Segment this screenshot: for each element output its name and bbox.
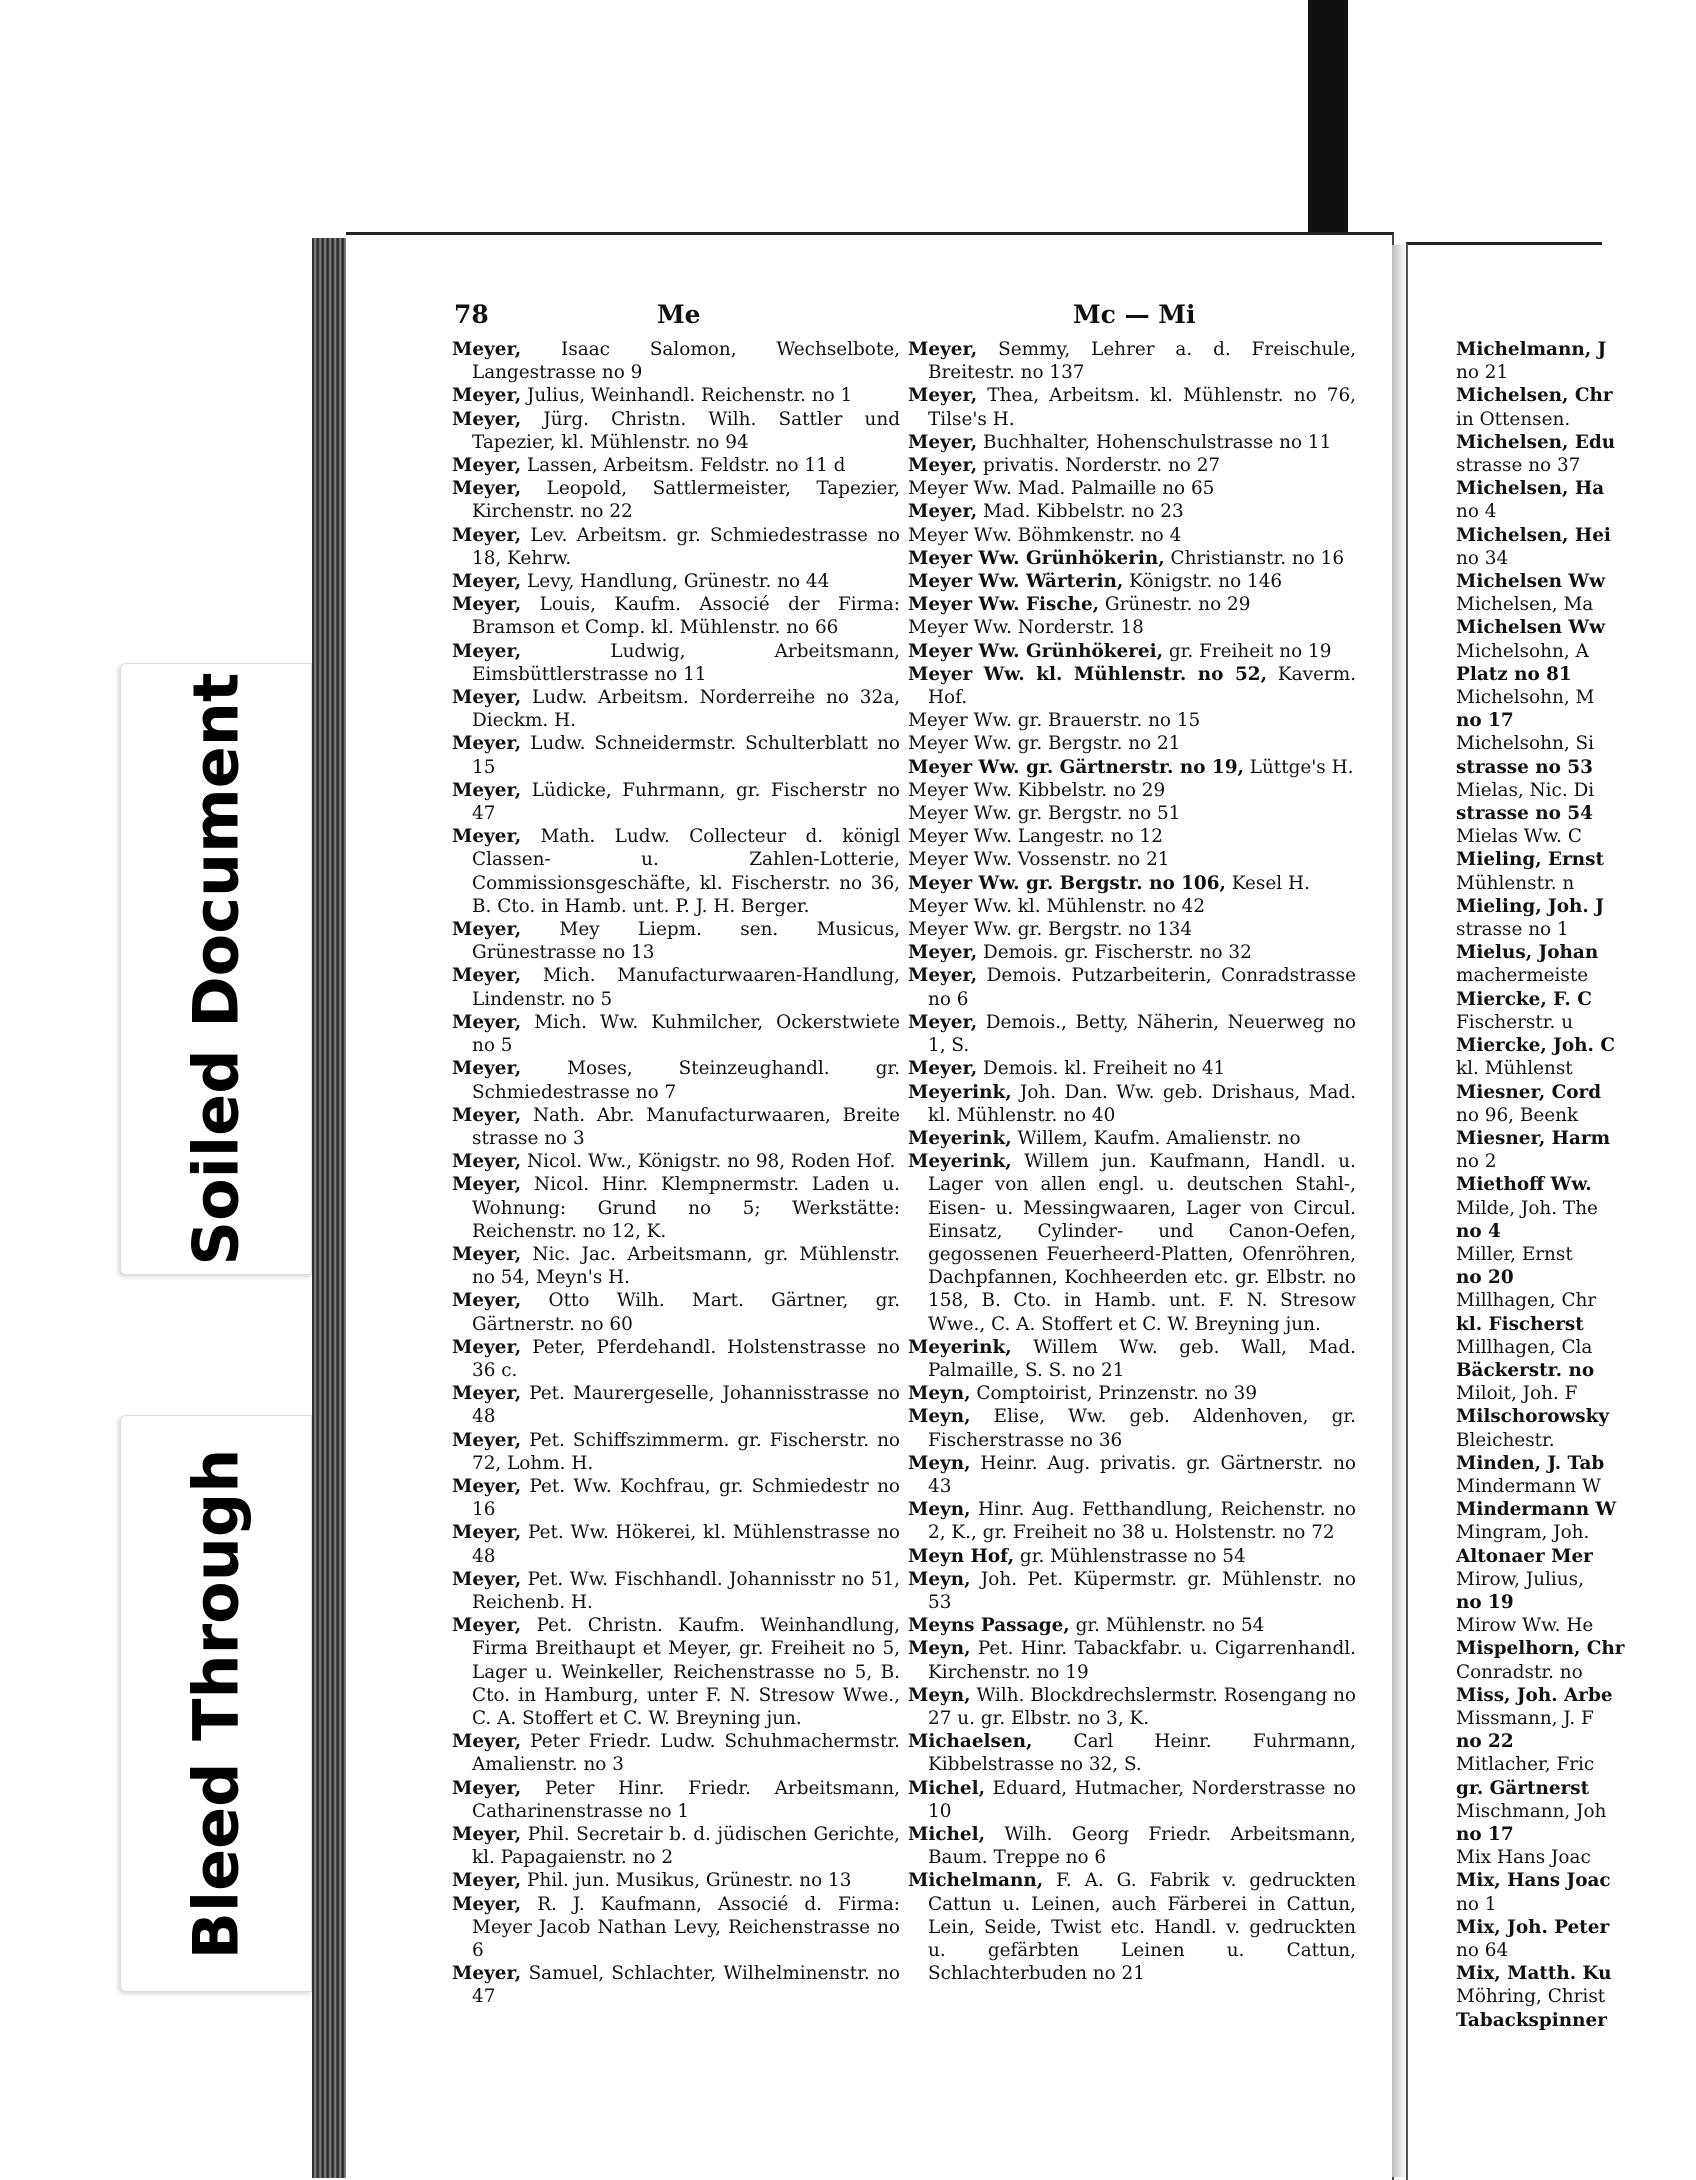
directory-entry: Meyer, Lev. Arbeitsm. gr. Schmiedestrasse no 18, Kehrw. — [452, 524, 900, 569]
directory-entry: Meyerink, Willem jun. Kaufmann, Handl. u. Lager von allen engl. u. deutschen Stahl-, Eisen- u. Messingwaaren, Lager von Circul. Einsatz, Cylinder- und Canon-Oefen, gegossenen Feuerheerd-Platten, Ofenröhren, Dachpfannen, Kochheerden etc. gr. Elbstr. no 158, B. Cto. in Hamb. unt. F. N. Stresow Wwe., C. A. Stoffert et C. W. Breyning jun. — [908, 1151, 1356, 1335]
next-page-line: no 17 — [1456, 710, 1514, 732]
bleed-through-tab[interactable] — [120, 1415, 312, 1992]
directory-entry: Meyer, Ludw. Arbeitsm. Norderreihe no 32a, Dieckm. H. — [452, 687, 900, 732]
directory-entry: Meyer, Thea, Arbeitsm. kl. Mühlenstr. no 76, Tilse's H. — [908, 385, 1356, 430]
directory-entry: Meyer, Otto Wilh. Mart. Gärtner, gr. Gärtnerstr. no 60 — [452, 1290, 900, 1335]
directory-entry: Meyer, Peter Friedr. Ludw. Schuhmachermstr. Amalienstr. no 3 — [452, 1731, 900, 1776]
next-page-line: Miercke, F. C — [1456, 988, 1592, 1010]
directory-entry: Meyer Ww. gr. Bergstr. no 134 — [908, 919, 1193, 941]
directory-entry: Meyer, Demois. gr. Fischerstr. no 32 — [908, 942, 1252, 964]
entry-surname: Meyer, — [452, 1731, 522, 1753]
entry-surname: Meyer, — [452, 1893, 522, 1915]
directory-entry: Meyer, Leopold, Sattlermeister, Tapezier, Kirchenstr. no 22 — [452, 478, 900, 523]
directory-entry: Meyer Ww. Grünhökerin, Christianstr. no 16 — [908, 547, 1345, 569]
next-page-line: Michelsen, Chr — [1456, 385, 1613, 407]
directory-entry: Meyer, Phil. Secretair b. d. jüdischen Gerichte, kl. Papagaienstr. no 2 — [452, 1824, 900, 1869]
directory-entry: Meyer, Nicol. Hinr. Klempnermstr. Laden u. Wohnung: Grund no 5; Werkstätte: Reichenstr. no 12, K. — [452, 1174, 900, 1242]
directory-entry: Michel, Wilh. Georg Friedr. Arbeitsmann, Baum. Treppe no 6 — [908, 1824, 1356, 1869]
next-page-line: Mix, Matth. Ku — [1456, 1963, 1612, 1985]
directory-entry: Meyer, Pet. Maurergeselle, Johannisstrasse no 48 — [452, 1383, 900, 1428]
entry-surname: Meyer Ww. Grünhökerin, — [908, 547, 1165, 569]
next-page-line: Miethoff Ww. — [1456, 1174, 1592, 1196]
directory-entry: Meyer Ww. Langestr. no 12 — [908, 826, 1163, 848]
entry-surname: Meyer, — [452, 1058, 522, 1080]
next-page-line: Michelsen, Ha — [1456, 478, 1605, 500]
directory-entry: Meyer, Nic. Jac. Arbeitsmann, gr. Mühlenstr. no 54, Meyn's H. — [452, 1243, 900, 1289]
entry-surname: Meyer, — [908, 431, 978, 453]
next-page-line: Milschorowsky — [1456, 1406, 1610, 1428]
directory-entry: Meyn, Joh. Pet. Küpermstr. gr. Mühlenstr. no 53 — [908, 1568, 1356, 1613]
entry-surname: Meyer Ww. kl. Mühlenstr. no 52, — [908, 663, 1267, 685]
directory-entry: Michelmann, F. A. G. Fabrik v. gedruckten Cattun u. Leinen, auch Färberei in Cattun, Lein, Seide, Twist etc. Handl. v. gedruckten u. gefärbten Leinen u. Cattun, Schlachterbuden no 21 — [908, 1870, 1356, 1985]
next-page-line: Mischmann, Joh — [1456, 1800, 1607, 1822]
next-page-line: Fischerstr. u — [1456, 1011, 1574, 1033]
next-page-line: Mingram, Joh. — [1456, 1522, 1590, 1544]
entry-surname: Meyerink, — [908, 1151, 1012, 1173]
entry-surname: Meyns Passage, — [908, 1615, 1070, 1637]
next-page-line: Michelsen, Ma — [1456, 594, 1594, 616]
next-page-line: Platz no 81 — [1456, 663, 1572, 685]
entry-surname: Meyer, — [908, 1011, 978, 1033]
next-page-line: Mix, Joh. Peter — [1456, 1916, 1610, 1938]
entry-surname: Meyer, — [452, 571, 522, 593]
entry-surname: Meyn, — [908, 1452, 971, 1474]
entry-surname: Meyer Ww. Grünhökerei, — [908, 640, 1163, 662]
directory-entry: Meyer Ww. gr. Bergstr. no 106, Kesel H. — [908, 872, 1310, 894]
directory-entry: Meyer Ww. Grünhökerei, gr. Freiheit no 19 — [908, 640, 1332, 662]
entry-surname: Meyn, — [908, 1383, 971, 1405]
entry-surname: Meyer, — [452, 1475, 522, 1497]
directory-entry: Meyer, R. J. Kaufmann, Associé d. Firma: Meyer Jacob Nathan Levy, Reichenstrasse no 6 — [452, 1893, 900, 1962]
next-page-line: Mitlacher, Fric — [1456, 1754, 1595, 1776]
entry-surname: Meyer Ww. gr. Bergstr. no 106, — [908, 872, 1226, 894]
directory-entry: Meyer, Samuel, Schlachter, Wilhelminenstr. no 47 — [452, 1963, 900, 2008]
next-page-line: Michelsohn, Si — [1456, 733, 1594, 755]
entry-surname: Meyer, — [452, 779, 522, 801]
directory-entry: Meyns Passage, gr. Mühlenstr. no 54 — [908, 1615, 1265, 1637]
entry-surname: Meyer, — [452, 826, 522, 848]
next-page-line: no 17 — [1456, 1824, 1514, 1845]
entry-surname: Meyer, — [452, 1151, 522, 1173]
directory-entry: Meyn, Pet. Hinr. Tabackfabr. u. Cigarrenhandl. Kirchenstr. no 19 — [908, 1638, 1356, 1683]
next-page-line: no 64 — [1456, 1940, 1509, 1962]
directory-entry: Meyer, Demois. kl. Freiheit no 41 — [908, 1058, 1226, 1080]
entry-surname: Meyerink, — [908, 1081, 1012, 1103]
entry-surname: Meyer, — [452, 733, 522, 755]
next-page-line: Miesner, Cord — [1456, 1081, 1602, 1103]
entry-surname: Meyer, — [452, 1963, 522, 1985]
entry-surname: Michel, — [908, 1777, 986, 1799]
entry-surname: Meyer, — [452, 1383, 522, 1405]
directory-entry: Meyer, Pet. Ww. Hökerei, kl. Mühlenstrasse no 48 — [452, 1522, 900, 1567]
entry-surname: Meyer, — [452, 1336, 522, 1358]
directory-entry: Meyer, Lüdicke, Fuhrmann, gr. Fischerstr no 47 — [452, 779, 900, 825]
next-page-line: Möhring, Christ — [1456, 1986, 1606, 2008]
next-page-line: no 22 — [1456, 1731, 1514, 1753]
directory-entry: Michel, Eduard, Hutmacher, Norderstrasse no 10 — [908, 1777, 1356, 1822]
entry-surname: Meyer, — [452, 385, 522, 407]
directory-entry: Meyer, privatis. Norderstr. no 27 — [908, 455, 1221, 477]
next-page-line: Mix Hans Joac — [1456, 1847, 1591, 1869]
next-page-line: kl. Mühlenst — [1456, 1058, 1573, 1080]
entry-surname: Meyer, — [908, 1058, 978, 1080]
entry-surname: Meyer, — [452, 524, 522, 546]
entry-surname: Meyer, — [452, 640, 522, 662]
next-page-line: Mirow, Julius, — [1456, 1568, 1584, 1590]
directory-entry: Meyn, Heinr. Aug. privatis. gr. Gärtnerstr. no 43 — [908, 1452, 1356, 1497]
entry-surname: Meyer, — [452, 1568, 522, 1590]
entry-surname: Meyer, — [452, 1615, 522, 1637]
entry-surname: Meyer Ww. Wärterin, — [908, 571, 1124, 593]
next-page-line: Mindermann W — [1456, 1499, 1617, 1521]
entry-surname: Meyer, — [452, 1104, 522, 1126]
entry-surname: Meyer, — [452, 1870, 522, 1892]
next-page-line: Michelsen, Hei — [1456, 524, 1611, 546]
directory-entry: Meyer, Pet. Ww. Kochfrau, gr. Schmiedestr no 16 — [452, 1475, 900, 1521]
directory-entry: Meyn Hof, gr. Mühlenstrasse no 54 — [908, 1545, 1246, 1567]
entry-surname: Meyer, — [908, 965, 978, 987]
next-page-line: Tabackspinner — [1456, 2009, 1607, 2031]
directory-entry: Meyer, Mey Liepm. sen. Musicus, Grünestrasse no 13 — [452, 919, 900, 964]
entry-surname: Michel, — [908, 1824, 986, 1845]
next-page-line: Michelsen, Edu — [1456, 431, 1616, 453]
entry-surname: Meyerink, — [908, 1127, 1012, 1149]
entry-surname: Michelmann, — [908, 1870, 1044, 1892]
entry-surname: Meyer, — [452, 1522, 522, 1544]
page-number: 78 — [454, 300, 489, 329]
right-column — [908, 338, 1356, 1985]
entry-surname: Meyer, — [452, 1824, 522, 1845]
next-page-line: Milde, Joh. The — [1456, 1197, 1598, 1219]
directory-entry: Meyn, Comptoirist, Prinzenstr. no 39 — [908, 1383, 1258, 1405]
directory-entry: Meyer Ww. Kibbelstr. no 29 — [908, 779, 1166, 801]
entry-surname: Meyer, — [908, 501, 978, 523]
next-page-line: Millhagen, Chr — [1456, 1290, 1597, 1312]
next-page-line: Mieling, Ernst — [1456, 849, 1604, 871]
entry-surname: Meyn, — [908, 1638, 971, 1660]
directory-entry: Meyer Ww. gr. Gärtnerstr. no 19, Lüttge's H. — [908, 756, 1354, 778]
directory-entry: Meyer, Peter Hinr. Friedr. Arbeitsmann, Catharinenstrasse no 1 — [452, 1777, 900, 1822]
page-gutter — [1392, 245, 1406, 2177]
next-page-line: Mielas Ww. C — [1456, 826, 1582, 848]
next-page-line: Mühlenstr. n — [1456, 872, 1575, 894]
directory-entry: Meyer, Julius, Weinhandl. Reichenstr. no 1 — [452, 385, 853, 407]
entry-surname: Meyer Ww. gr. Gärtnerstr. no 19, — [908, 756, 1244, 778]
next-page-line: no 1 — [1456, 1893, 1497, 1915]
page-edge — [312, 238, 346, 2178]
directory-entry: Meyer Ww. kl. Mühlenstr. no 52, Kaverm. Hof. — [908, 663, 1356, 709]
next-page-line: no 34 — [1456, 547, 1509, 569]
directory-entry: Meyer Ww. gr. Bergstr. no 51 — [908, 803, 1181, 825]
next-page-line: no 4 — [1456, 501, 1497, 523]
next-page-line: Miloit, Joh. F — [1456, 1383, 1578, 1405]
directory-entry: Meyer, Mad. Kibbelstr. no 23 — [908, 501, 1184, 523]
directory-entry: Meyer, Buchhalter, Hohenschulstrasse no 11 — [908, 431, 1332, 453]
next-page-line: Michelsen Ww — [1456, 617, 1605, 639]
running-head-left: Me — [657, 300, 701, 329]
next-page-line: strasse no 37 — [1456, 455, 1581, 477]
next-page-line: Millhagen, Cla — [1456, 1336, 1593, 1358]
directory-entry: Meyer, Peter, Pferdehandl. Holstenstrasse no 36 c. — [452, 1336, 900, 1381]
next-page-line: no 19 — [1456, 1591, 1514, 1613]
entry-surname: Meyer, — [452, 594, 522, 616]
directory-entry: Meyer, Semmy, Lehrer a. d. Freischule, Breitestr. no 137 — [908, 339, 1356, 384]
entry-surname: Meyn, — [908, 1499, 971, 1521]
next-page-line: Michelmann, J — [1456, 339, 1607, 360]
directory-entry: Meyn, Hinr. Aug. Fetthandlung, Reichenstr. no 2, K., gr. Freiheit no 38 u. Holstenstr. no 72 — [908, 1499, 1356, 1544]
entry-surname: Meyer, — [908, 455, 978, 477]
entry-surname: Meyer, — [452, 455, 522, 477]
entry-surname: Meyer, — [452, 919, 522, 941]
entry-surname: Meyer, — [452, 1777, 522, 1799]
next-page-line: in Ottensen. — [1456, 408, 1571, 430]
entry-surname: Meyn Hof, — [908, 1545, 1015, 1567]
next-page-line: kl. Fischerst — [1456, 1313, 1584, 1335]
directory-entry: Meyer, Math. Ludw. Collecteur d. königl Classen- u. Zahlen-Lotterie, Commissionsgeschäfte, kl. Fischerstr. no 36, B. Cto. in Hamb. unt. P. J. H. Berger. — [452, 826, 900, 917]
entry-surname: Meyer, — [452, 1174, 522, 1196]
next-page-line: strasse no 1 — [1456, 919, 1569, 941]
next-page-line: no 2 — [1456, 1151, 1497, 1173]
directory-entry: Meyer, Nicol. Ww., Königstr. no 98, Roden Hof. — [452, 1151, 896, 1173]
directory-entry: Meyer Ww. Vossenstr. no 21 — [908, 849, 1170, 871]
entry-surname: Meyn, — [908, 1406, 971, 1428]
bleed-through-label: Bleed Through — [179, 1448, 253, 1959]
next-page-line: no 4 — [1456, 1220, 1501, 1242]
next-page-line: strasse no 53 — [1456, 756, 1593, 778]
entry-surname: Meyn, — [908, 1568, 971, 1590]
entry-surname: Meyn, — [908, 1684, 971, 1706]
next-page-line: Michelsen Ww — [1456, 571, 1605, 593]
next-page-line: Mirow Ww. He — [1456, 1615, 1594, 1637]
entry-surname: Meyer, — [908, 385, 978, 407]
next-page-line: Minden, J. Tab — [1456, 1452, 1605, 1474]
directory-entry: Meyer Ww. Norderstr. 18 — [908, 617, 1144, 639]
directory-entry: Meyn, Elise, Ww. geb. Aldenhoven, gr. Fischerstrasse no 36 — [908, 1406, 1356, 1451]
next-page-line: Mix, Hans Joac — [1456, 1870, 1611, 1892]
directory-entry: Meyer, Demois., Betty, Näherin, Neuerweg no 1, S. — [908, 1011, 1356, 1057]
directory-entry: Meyer, Lassen, Arbeitsm. Feldstr. no 11 d — [452, 455, 846, 477]
directory-entry: Meyer, Ludw. Schneidermstr. Schulterblatt no 15 — [452, 733, 900, 778]
entry-surname: Meyer, — [452, 408, 522, 430]
next-page-line: Missmann, J. F — [1456, 1707, 1594, 1729]
next-page-line: Miesner, Harm — [1456, 1127, 1611, 1149]
directory-entry: Meyerink, Joh. Dan. Ww. geb. Drishaus, Mad. kl. Mühlenstr. no 40 — [908, 1081, 1356, 1126]
next-page-line: no 21 — [1456, 362, 1509, 384]
next-page-line: Michelsohn, M — [1456, 687, 1595, 709]
directory-entry: Meyer Ww. Böhmkenstr. no 4 — [908, 524, 1182, 546]
entry-surname: Meyer, — [452, 1243, 522, 1265]
entry-surname: Meyer, — [452, 339, 522, 360]
soiled-document-label: Soiled Document — [179, 672, 253, 1266]
directory-entry: Meyer, Phil. jun. Musikus, Grünestr. no 13 — [452, 1870, 852, 1892]
soiled-document-tab[interactable] — [120, 663, 312, 1275]
next-page-line: Altonaer Mer — [1456, 1545, 1593, 1567]
next-page-line: Mindermann W — [1456, 1475, 1601, 1497]
entry-surname: Meyer, — [908, 942, 978, 964]
next-page-line: Mielas, Nic. Di — [1456, 779, 1595, 801]
entry-surname: Meyer, — [452, 1290, 522, 1312]
next-page-line: Miller, Ernst — [1456, 1243, 1573, 1265]
directory-entry: Meyer, Pet. Christn. Kaufm. Weinhandlung, Firma Breithaupt et Meyer, gr. Freiheit no 5, Lager u. Weinkeller, Reichenstrasse no 5, B. Cto. in Hamburg, unter F. N. Stresow Wwe., C. A. Stoffert et C. W. Breyning jun. — [452, 1615, 900, 1729]
next-page-line: Mieling, Joh. J — [1456, 895, 1604, 917]
next-page-line: strasse no 54 — [1456, 803, 1593, 825]
next-page-line: no 20 — [1456, 1267, 1514, 1289]
directory-entry: Meyer Ww. Wärterin, Königstr. no 146 — [908, 571, 1283, 593]
directory-entry: Meyer Ww. gr. Brauerstr. no 15 — [908, 710, 1201, 732]
next-page-line: Miercke, Joh. C — [1456, 1035, 1615, 1057]
entry-surname: Meyer, — [452, 1429, 522, 1451]
directory-entry: Meyer, Levy, Handlung, Grünestr. no 44 — [452, 571, 830, 593]
directory-entry: Meyerink, Willem, Kaufm. Amalienstr. no — [908, 1127, 1301, 1149]
left-column — [452, 338, 900, 2009]
directory-entry: Michaelsen, Carl Heinr. Fuhrmann, Kibbelstrasse no 32, S. — [908, 1731, 1356, 1776]
directory-entry: Meyn, Wilh. Blockdrechslermstr. Rosengang no 27 u. gr. Elbstr. no 3, K. — [908, 1684, 1356, 1729]
entry-surname: Meyer, — [452, 965, 522, 987]
directory-entry: Meyer, Moses, Steinzeughandl. gr. Schmiedestrasse no 7 — [452, 1058, 900, 1103]
entry-surname: Meyerink, — [908, 1336, 1012, 1358]
next-page-line: machermeiste — [1456, 965, 1589, 987]
next-page-line: Michelsohn, A — [1456, 640, 1589, 662]
entry-surname: Meyer, — [452, 687, 522, 709]
next-page-line: Mispelhorn, Chr — [1456, 1638, 1625, 1660]
directory-entry: Meyer, Pet. Ww. Fischhandl. Johannisstr no 51, Reichenb. H. — [452, 1568, 900, 1613]
directory-entry: Meyer, Mich. Ww. Kuhmilcher, Ockerstwiete no 5 — [452, 1011, 900, 1057]
next-page-line: Bleichestr. — [1456, 1429, 1555, 1451]
directory-entry: Meyer, Nath. Abr. Manufacturwaaren, Breite strasse no 3 — [452, 1104, 900, 1149]
next-page-line: Bäckerstr. no — [1456, 1359, 1595, 1381]
directory-entry: Meyer, Isaac Salomon, Wechselbote, Langestrasse no 9 — [452, 339, 900, 384]
next-page-line: Mielus, Johan — [1456, 942, 1599, 964]
next-page-line: gr. Gärtnerst — [1456, 1777, 1590, 1799]
directory-entry: Meyer Ww. Mad. Palmaille no 65 — [908, 478, 1215, 500]
binding-strip — [1308, 0, 1348, 235]
directory-entry: Meyer, Ludwig, Arbeitsmann, Eimsbüttlerstrasse no 11 — [452, 640, 900, 685]
entry-surname: Meyer, — [908, 339, 978, 360]
running-head-right: Mc — Mi — [1073, 300, 1196, 329]
entry-surname: Meyer Ww. Fische, — [908, 594, 1100, 616]
directory-entry: Meyer Ww. gr. Bergstr. no 21 — [908, 733, 1181, 755]
next-page-column — [1456, 338, 1696, 2032]
directory-entry: Meyer, Pet. Schiffszimmerm. gr. Fischerstr. no 72, Lohm. H. — [452, 1429, 900, 1474]
entry-surname: Meyer, — [452, 478, 522, 500]
directory-entry: Meyer Ww. kl. Mühlenstr. no 42 — [908, 895, 1206, 917]
directory-entry: Meyer Ww. Fische, Grünestr. no 29 — [908, 594, 1251, 616]
directory-entry: Meyer, Louis, Kaufm. Associé der Firma: Bramson et Comp. kl. Mühlenstr. no 66 — [452, 594, 900, 639]
entry-surname: Michaelsen, — [908, 1731, 1033, 1753]
directory-entry: Meyer, Jürg. Christn. Wilh. Sattler und Tapezier, kl. Mühlenstr. no 94 — [452, 408, 900, 453]
directory-entry: Meyer, Mich. Manufacturwaaren-Handlung, Lindenstr. no 5 — [452, 965, 900, 1010]
directory-entry: Meyer, Demois. Putzarbeiterin, Conradstrasse no 6 — [908, 965, 1356, 1010]
next-page-line: Conradstr. no — [1456, 1661, 1583, 1683]
entry-surname: Meyer, — [452, 1011, 522, 1033]
directory-entry: Meyerink, Willem Ww. geb. Wall, Mad. Palmaille, S. S. no 21 — [908, 1336, 1356, 1381]
next-page-line: no 96, Beenk — [1456, 1104, 1579, 1126]
next-page-line: Miss, Joh. Arbe — [1456, 1684, 1613, 1706]
